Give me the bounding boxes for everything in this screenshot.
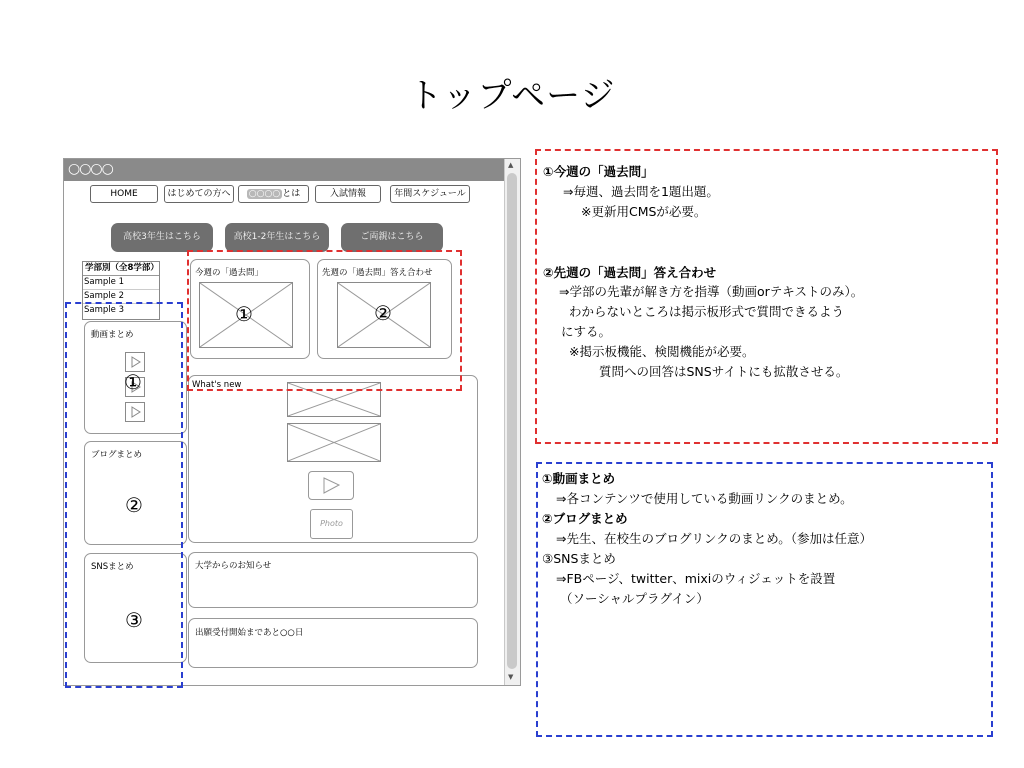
scroll-up-arrow-icon[interactable]: ▲ — [508, 161, 514, 169]
this-week-exam-marker: ① — [235, 302, 253, 326]
scrollbar[interactable] — [504, 159, 520, 685]
whats-new-title: What's new — [192, 380, 242, 390]
note-line: ⇒毎週、過去問を1題出題。 — [563, 184, 719, 199]
note-line: わからないところは掲示板形式で質問できるよう — [569, 304, 845, 319]
slide-title: トップページ — [408, 76, 616, 116]
nav-home[interactable]: HOME — [90, 185, 158, 203]
university-news-panel — [188, 552, 478, 608]
nav-annual-schedule[interactable]: 年間スケジュール — [390, 185, 470, 203]
note-line: ⇒学部の先輩が解き方を指導（動画orテキストのみ）。 — [559, 284, 864, 299]
video-thumbnail[interactable] — [308, 471, 354, 500]
application-countdown-title: 出願受付開始まであと○○日 — [195, 628, 304, 638]
note-line: 質問への回答はSNSサイトにも拡散させる。 — [599, 364, 849, 379]
image-placeholder — [287, 423, 381, 462]
video-summary-marker: ① — [124, 370, 142, 394]
nav-first-time[interactable]: はじめての方へ — [164, 185, 234, 203]
nav-about[interactable] — [238, 185, 309, 203]
note-line: ⇒FBページ、twitter、mixiのウィジェットを設置 — [556, 571, 836, 586]
whats-new-panel — [188, 375, 478, 543]
note-line: ※更新用CMSが必要。 — [581, 204, 707, 219]
note-line: ⇒先生、在校生のブログリンクのまとめ。（参加は任意） — [556, 531, 872, 546]
grade12-button[interactable]: 高校1-2年生はこちら — [225, 223, 329, 252]
note-heading: ②先週の「過去問」答え合わせ — [543, 265, 717, 280]
blue-highlight-frame — [65, 302, 183, 688]
this-week-exam-title: 今週の「過去問」 — [195, 268, 264, 278]
application-countdown-panel — [188, 618, 478, 668]
nav-about-highlight: ○○○○ — [248, 189, 281, 199]
last-week-answers-title: 先週の「過去問」答え合わせ — [322, 268, 433, 278]
note-line: ⇒各コンテンツで使用している動画リンクのまとめ。 — [556, 491, 853, 506]
past-exam-notes — [535, 149, 998, 444]
scroll-down-arrow-icon[interactable]: ▼ — [508, 673, 514, 681]
note-heading: ①動画まとめ — [542, 471, 616, 486]
video-summary-title: 動画まとめ — [91, 330, 134, 340]
faculty-item-2[interactable]: Sample 2 — [83, 290, 159, 304]
parents-button[interactable]: ご両親はこちら — [341, 223, 443, 252]
note-line: ※掲示板機能、検閲機能が必要。 — [569, 344, 755, 359]
nav-about-suffix: とは — [282, 189, 301, 199]
note-line: にする。 — [561, 324, 612, 339]
note-line: （ソーシャルプラグイン） — [560, 591, 709, 606]
university-news-title: 大学からのお知らせ — [195, 561, 272, 571]
faculty-list-header: 学部別（全8学部） — [83, 262, 159, 276]
sns-summary-marker: ③ — [125, 608, 143, 632]
sidebar-summary-notes — [536, 462, 993, 737]
sns-summary-title: SNSまとめ — [91, 562, 134, 572]
nav-admissions[interactable]: 入試情報 — [315, 185, 381, 203]
last-week-answers-marker: ② — [374, 301, 392, 325]
note-heading: ②ブログまとめ — [542, 511, 628, 526]
window-title: ○○○○ — [68, 161, 113, 177]
scrollbar-thumb[interactable] — [507, 173, 517, 669]
note-heading: ①今週の「過去問」 — [543, 164, 654, 179]
grade3-button[interactable]: 高校3年生はこちら — [111, 223, 213, 252]
window-title-bar — [64, 159, 504, 181]
note-heading: ③SNSまとめ — [542, 551, 616, 566]
blog-summary-marker: ② — [125, 493, 143, 517]
faculty-item-3[interactable]: Sample 3 — [84, 305, 124, 315]
red-highlight-frame — [187, 250, 462, 391]
photo-placeholder: Photo — [310, 509, 353, 539]
faculty-item-1[interactable]: Sample 1 — [83, 276, 159, 290]
blog-summary-title: ブログまとめ — [91, 450, 143, 460]
